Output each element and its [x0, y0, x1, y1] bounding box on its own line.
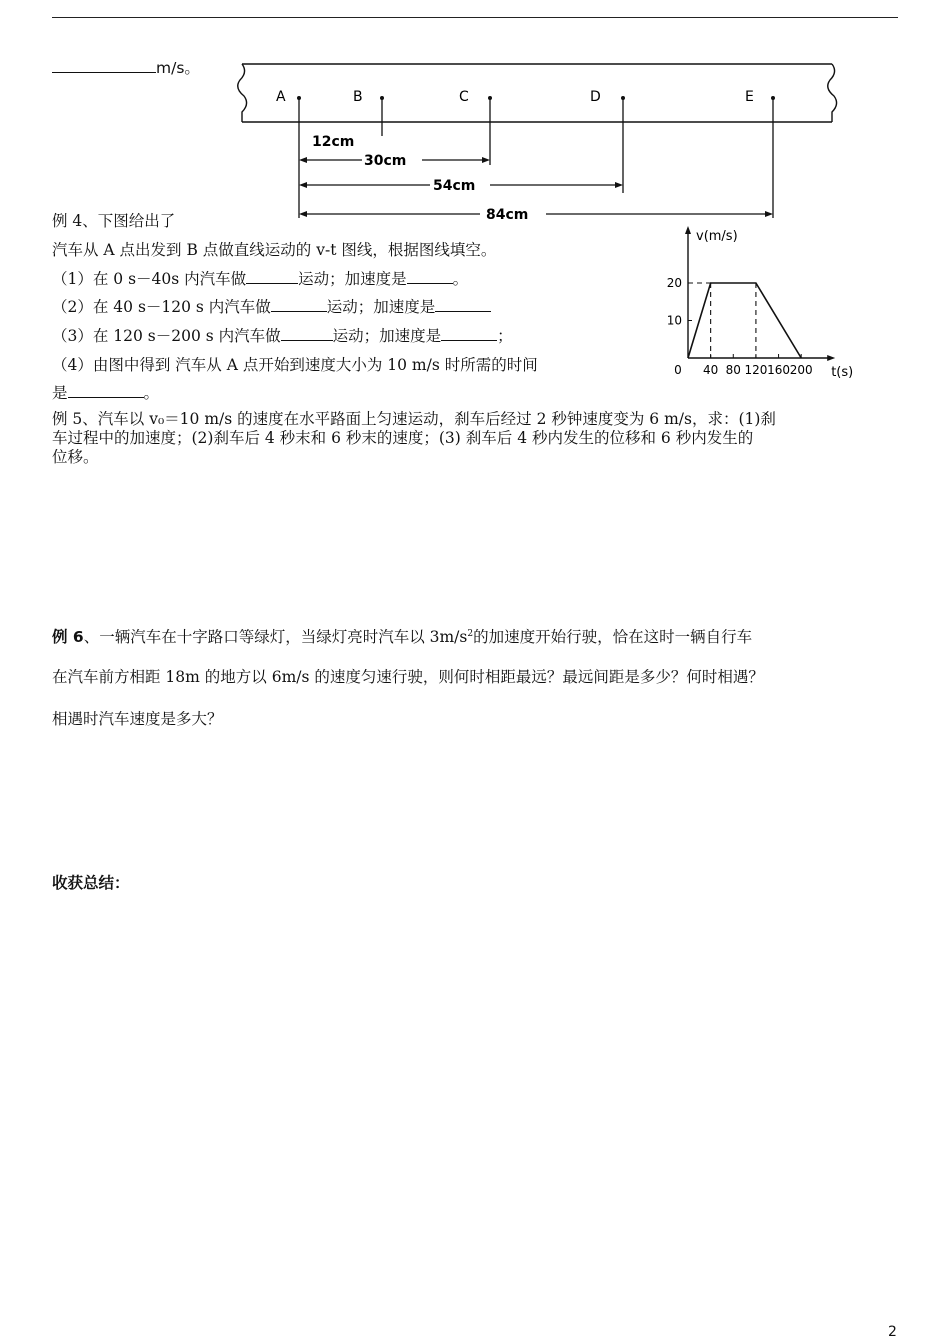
q2-text-b: 运动；加速度是	[326, 298, 436, 316]
vt-chart	[660, 222, 895, 382]
ex4-question-3	[52, 326, 513, 346]
ex6-text-a: 、一辆汽车在十字路口等绿灯，当绿灯亮时汽车以 3m/s	[83, 628, 468, 647]
q1-text-c: 。	[452, 270, 469, 288]
x-tick-label: 0	[674, 363, 682, 377]
header-rule	[52, 17, 898, 18]
q4-blank-time	[68, 383, 144, 398]
x-tick-label: 80	[725, 363, 741, 377]
answer-blank	[52, 58, 156, 73]
ex4-question-4: （4）由图中得到 汽车从 A 点开始到速度大小为 10 m/s 时所需的时间	[52, 356, 538, 374]
summary-label: 收获总结：	[52, 874, 130, 892]
page-number: 2	[888, 1324, 897, 1340]
ex6-text-b: 的加速度开始行驶，恰在这时一辆自行车	[473, 628, 753, 647]
y-axis-label: v(m/s)	[696, 229, 738, 244]
unit-text: m/s。	[156, 59, 200, 77]
distance-12cm: 12cm	[312, 134, 355, 150]
ex4-question-1	[52, 269, 468, 289]
ex5-line2: 车过程中的加速度；(2)刹车后 4 秒末和 6 秒末的速度；(3) 刹车后 4 秒内发生的位移和 6 秒内发生的	[52, 429, 754, 447]
q4-text-b: 是	[52, 384, 68, 402]
q1-blank-motion	[246, 269, 298, 284]
ex5-line1: 例 5、汽车以 v₀＝10 m/s 的速度在水平路面上匀速运动，刹车后经过 2 秒钟速度变为 6 m/s，求：(1)刹	[52, 410, 776, 428]
ticker-tape-figure	[236, 60, 856, 225]
point-a-label: A	[276, 89, 286, 105]
x-axis-arrow	[827, 355, 835, 361]
q3-blank-accel	[441, 326, 497, 341]
q3-text-c: ；	[497, 327, 513, 345]
q2-text-a: （2）在 40 s－120 s 内汽车做	[52, 298, 271, 316]
ex4-line2: 汽车从 A 点出发到 B 点做直线运动的 v-t 图线，根据图线填空。	[52, 241, 497, 259]
x-tick-label: 120	[744, 363, 768, 377]
vt-series-line	[688, 283, 801, 358]
x-tick-label: 40	[702, 363, 719, 377]
q2-blank-motion	[271, 297, 327, 312]
q1-text-b: 运动；加速度是	[298, 270, 407, 288]
q3-blank-motion	[281, 326, 333, 341]
distance-30cm: 30cm	[364, 153, 407, 169]
ex5-line3: 位移。	[52, 448, 99, 466]
ex4-question-2	[52, 297, 491, 317]
distance-84cm: 84cm	[486, 207, 529, 223]
q4-text-c: 。	[143, 384, 160, 402]
ex6-line1	[52, 624, 752, 647]
point-b-label: B	[353, 89, 363, 105]
x-tick-label: 200	[789, 363, 813, 377]
ex4-question-4-cont	[52, 383, 159, 403]
prev-answer-line	[52, 58, 200, 78]
distance-54cm: 54cm	[433, 178, 476, 194]
x-tick-label: 160	[767, 363, 791, 377]
ex6-line3: 相遇时汽车速度是多大？	[52, 710, 223, 728]
q1-blank-accel	[407, 269, 453, 284]
ex6-sup: 2	[467, 629, 474, 639]
q3-text-a: （3）在 120 s－200 s 内汽车做	[52, 327, 281, 345]
ex4-line1: 例 4、下图给出了	[52, 212, 176, 230]
q1-text-a: （1）在 0 s－40s 内汽车做	[52, 270, 247, 288]
ex6-line2: 在汽车前方相距 18m 的地方以 6m/s 的速度匀速行驶，则何时相距最远？最远间距是多少？何时相遇？	[52, 668, 764, 686]
y-tick-label: 20	[666, 276, 682, 290]
point-e-label: E	[745, 89, 754, 105]
point-c-label: C	[459, 89, 469, 105]
point-d-label: D	[590, 89, 601, 105]
x-axis-label: t(s)	[831, 365, 854, 380]
y-tick-label: 10	[666, 313, 682, 328]
y-axis-arrow	[685, 226, 691, 234]
q2-blank-accel	[435, 297, 491, 312]
q3-text-b: 运动；加速度是	[332, 327, 442, 345]
ex6-label: 例 6	[52, 628, 84, 647]
